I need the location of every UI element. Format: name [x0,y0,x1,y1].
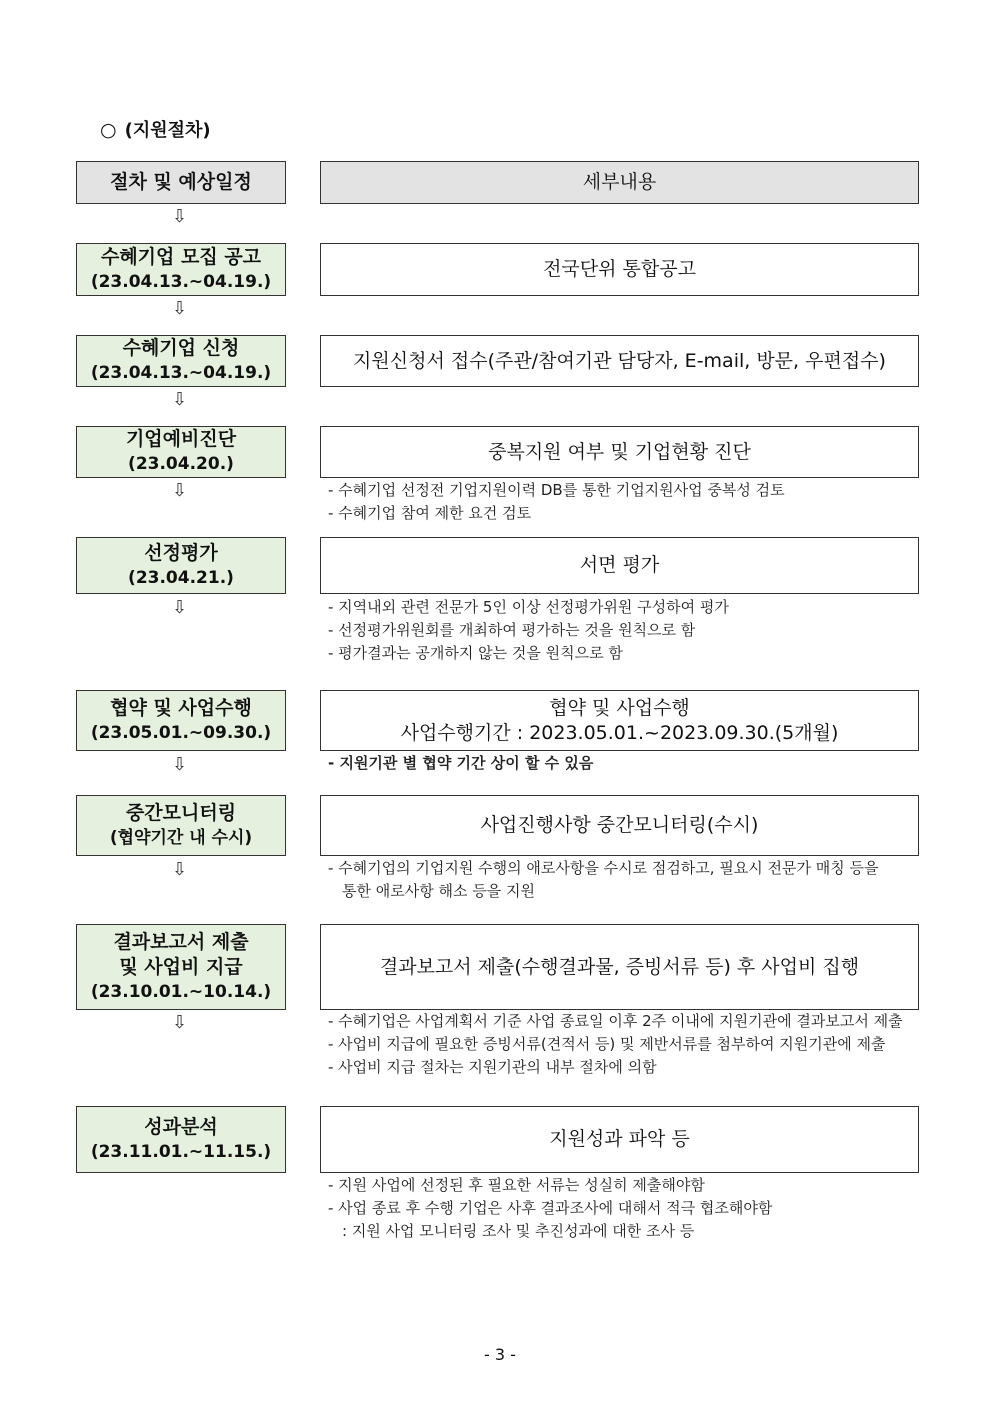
step-detail: 전국단위 통합공고 [543,258,696,280]
step-detail: 협약 및 사업수행 [549,696,690,719]
step-detail: 결과보고서 제출(수행결과물, 증빙서류 등) 후 사업비 집행 [379,955,860,978]
step-detail: 중복지원 여부 및 기업현황 진단 [488,440,751,463]
note-line: - 사업비 지급에 필요한 증빙서류(견적서 등) 및 제반서류를 첨부하여 지원기관에 제출 [328,1035,886,1053]
step-date: (23.04.13.~04.19.) [90,271,272,292]
step-2-label-box [76,335,286,387]
step-date: (23.04.21.) [128,567,234,588]
step-detail-period: 사업수행기간 : 2023.05.01.~2023.09.30.(5개월) [400,721,839,744]
note-line: 통한 애로사항 해소 등을 지원 [342,882,535,900]
page-number: - 3 - [484,1345,516,1364]
note-line: - 수혜기업은 사업계획서 기준 사업 종료일 이후 2주 이내에 지원기관에 결과보고서 제출 [328,1012,903,1030]
step-4-notes [328,596,918,665]
down-arrow-icon: ⇩ [172,389,188,410]
note-line: : 지원 사업 모니터링 조사 및 추진성과에 대한 조사 등 [342,1222,695,1240]
down-arrow-icon: ⇩ [172,298,188,319]
step-date: (23.10.01.~10.14.) [90,981,272,1002]
step-name: 수혜기업 모집 공고 [100,245,262,268]
down-arrow-icon: ⇩ [172,859,188,880]
step-name: 중간모니터링 [125,801,237,824]
down-arrow-icon: ⇩ [172,754,188,775]
step-date: (협약기간 내 수시) [109,827,253,848]
step-name: 결과보고서 제출 [113,930,249,953]
circle-bullet-icon: ○ [100,119,117,141]
step-name: 수혜기업 신청 [122,337,240,359]
step-detail: 서면 평가 [579,554,660,576]
note-line: - 사업 종료 후 수행 기업은 사후 결과조사에 대해서 적극 협조해야함 [328,1199,773,1217]
note-line: - 수혜기업 선정전 기업지원이력 DB를 통한 기업지원사업 중복성 검토 [328,481,785,499]
step-4-detail-box [320,537,919,594]
note-line: - 선정평가위원회를 개최하여 평가하는 것을 원칙으로 함 [328,621,696,639]
step-8-detail-box [320,1106,919,1173]
down-arrow-icon: ⇩ [172,206,188,227]
step-7-notes [328,1010,918,1079]
step-name: 성과분석 [144,1115,218,1138]
step-name: 협약 및 사업수행 [110,696,252,719]
note-line: - 사업비 지급 절차는 지원기관의 내부 절차에 의함 [328,1058,657,1076]
step-date: (23.04.20.) [128,454,234,474]
step-1-detail-box [320,243,919,296]
step-date: (23.11.01.~11.15.) [90,1141,272,1162]
step-7-detail-box [320,924,919,1010]
note-line: - 평가결과는 공개하지 않는 것을 원칙으로 함 [328,644,623,662]
step-name-line2: 및 사업비 지급 [119,955,243,978]
step-6-detail-box [320,795,919,856]
down-arrow-icon: ⇩ [172,597,188,618]
note-line: - 수혜기업 참여 제한 요건 검토 [328,504,532,522]
step-2-detail-box [320,335,919,387]
header-right-label: 세부내용 [582,171,657,193]
step-6-notes [328,857,918,903]
step-3-label-box [76,426,286,478]
step-detail: 지원성과 파악 등 [549,1128,690,1150]
header-left-label: 절차 및 예상일정 [110,171,252,193]
step-name: 기업예비진단 [125,428,237,450]
note-line: - 수혜기업의 기업지원 수행의 애로사항을 수시로 점검하고, 필요시 전문가 매칭 등을 [328,859,879,877]
note-line: - 지원 사업에 선정된 후 필요한 서류는 성실히 제출해야함 [328,1176,705,1194]
step-5-notes [328,752,918,775]
step-4-label-box [76,537,286,594]
step-8-notes [328,1174,918,1243]
step-3-notes [328,479,918,525]
header-right-cell [320,161,919,204]
step-3-detail-box [320,426,919,478]
step-detail: 사업진행사항 중간모니터링(수시) [480,814,759,836]
section-title-text: (지원절차) [124,120,211,141]
step-5-detail-box [320,690,919,751]
step-detail: 지원신청서 접수(주관/참여기관 담당자, E-mail, 방문, 우편접수) [353,349,886,372]
step-name: 선정평가 [144,541,218,564]
step-8-label-box [76,1106,286,1173]
down-arrow-icon: ⇩ [172,480,188,501]
section-title [100,116,211,142]
note-line: - 지역내외 관련 전문가 5인 이상 선정평가위원 구성하여 평가 [328,598,729,616]
step-date: (23.04.13.~04.19.) [90,363,272,383]
header-left-cell [76,161,286,204]
step-7-label-box [76,924,286,1010]
step-6-label-box [76,795,286,856]
note-line: - 지원기관 별 협약 기간 상이 할 수 있음 [328,754,594,772]
step-date: (23.05.01.~09.30.) [90,722,272,743]
step-1-label-box [76,243,286,296]
down-arrow-icon: ⇩ [172,1012,188,1033]
step-5-label-box [76,690,286,751]
